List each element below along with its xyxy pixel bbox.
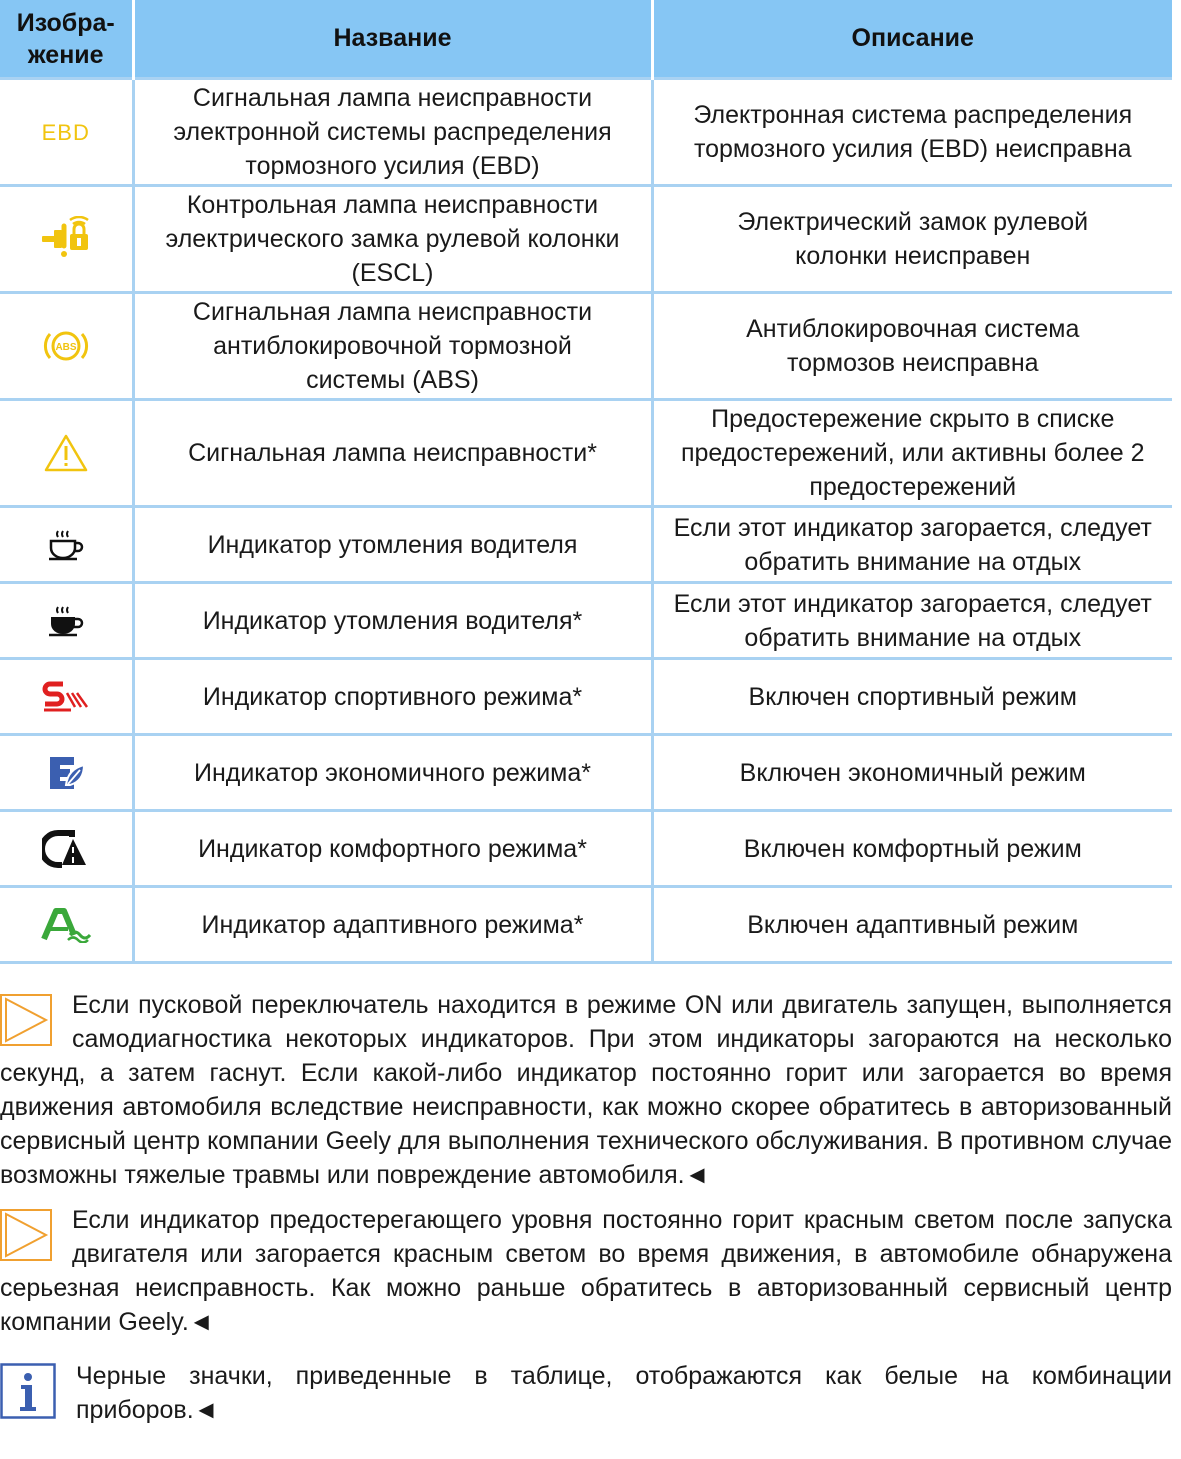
steering-lock-icon — [40, 216, 92, 262]
row-name: Индикатор комфортного режима* — [133, 811, 652, 887]
info-icon — [0, 1363, 56, 1419]
icon-cell — [0, 887, 133, 963]
note-text: Если пусковой переключатель находится в режиме ON или двигатель запущен, выполняется самодиагностика некоторых индикаторов. При этом индикаторы загораются на несколько секунд, а затем гаснут. Если какой-либо индикатор постоянно горит или загорается во время движения автомобиля вследствие неисправности, как можно скорее обратитесь в авторизованный сервисный центр компании Geely для выполнения технического обслуживания. В противном случае возможны тяжелые травмы или повреждение автомобиля.◄ — [0, 991, 1172, 1189]
caution-note — [0, 1203, 1172, 1339]
row-name: Сигнальная лампа неисправности электронной системы распределения тормозного усилия (EBD) — [133, 79, 652, 186]
row-name: Сигнальная лампа неисправности антиблокировочной тормозной системы (ABS) — [133, 293, 652, 400]
coffee-cup-filled-icon — [46, 604, 86, 638]
icon-cell — [0, 186, 133, 293]
adaptive-mode-icon — [40, 907, 92, 943]
row-description: Электронная система распределения тормозного усилия (EBD) неисправна — [652, 79, 1172, 186]
row-description: Включен спортивный режим — [652, 659, 1172, 735]
icon-cell — [0, 583, 133, 659]
row-description: Включен экономичный режим — [652, 735, 1172, 811]
table-row — [0, 507, 1172, 583]
abs-icon — [41, 326, 91, 366]
header-image: Изобра- жение — [0, 0, 133, 79]
row-name: Индикатор утомления водителя* — [133, 583, 652, 659]
caution-arrow-icon — [0, 994, 52, 1046]
icon-cell — [0, 735, 133, 811]
row-name: Сигнальная лампа неисправности* — [133, 400, 652, 507]
caution-note — [0, 988, 1172, 1192]
table-header-row — [0, 0, 1172, 79]
row-name: Индикатор экономичного режима* — [133, 735, 652, 811]
icon-cell — [0, 79, 133, 186]
row-name: Контрольная лампа неисправности электрического замка рулевой колонки (ESCL) — [133, 186, 652, 293]
note-text: Черные значки, приведенные в таблице, отображаются как белые на комбинации приборов.◄ — [76, 1362, 1172, 1424]
table-row — [0, 887, 1172, 963]
table-row — [0, 583, 1172, 659]
table-row — [0, 293, 1172, 400]
row-description: Электрический замок рулевой колонки неисправен — [652, 186, 1172, 293]
note-text: Если индикатор предостерегающего уровня постоянно горит красным светом после запуска двигателя или загорается красным светом во время движения, в автомобиле обнаружена серьезная неисправность. Как можно раньше обратитесь в авторизованный сервисный центр компании Geely.◄ — [0, 1206, 1172, 1336]
caution-arrow-icon — [0, 1209, 52, 1261]
row-description: Если этот индикатор загорается, следует обратить внимание на отдых — [652, 583, 1172, 659]
eco-mode-icon — [44, 753, 88, 793]
info-note — [0, 1359, 1172, 1427]
row-name: Индикатор адаптивного режима* — [133, 887, 652, 963]
row-description: Включен комфортный режим — [652, 811, 1172, 887]
header-description: Описание — [652, 0, 1172, 79]
row-description: Если этот индикатор загорается, следует обратить внимание на отдых — [652, 507, 1172, 583]
ebd-warning-icon: EBD — [41, 119, 90, 145]
icon-cell — [0, 507, 133, 583]
abs-icon-text: ABS — [55, 342, 77, 353]
row-description: Включен адаптивный режим — [652, 887, 1172, 963]
comfort-mode-icon — [42, 829, 90, 869]
icon-cell — [0, 400, 133, 507]
notes-section — [0, 988, 1172, 1438]
table-row — [0, 186, 1172, 293]
table-row — [0, 400, 1172, 507]
table-row — [0, 659, 1172, 735]
coffee-cup-outline-icon — [46, 528, 86, 562]
row-description: Предостережение скрыто в списке предостережений, или активны более 2 предостережений — [652, 400, 1172, 507]
row-name: Индикатор спортивного режима* — [133, 659, 652, 735]
icon-cell — [0, 293, 133, 400]
warning-triangle-icon — [43, 433, 89, 473]
row-description: Антиблокировочная система тормозов неисправна — [652, 293, 1172, 400]
icon-cell — [0, 659, 133, 735]
row-name: Индикатор утомления водителя — [133, 507, 652, 583]
table-row — [0, 811, 1172, 887]
table-row — [0, 735, 1172, 811]
table-row — [0, 79, 1172, 186]
header-name: Название — [133, 0, 652, 79]
icon-cell — [0, 811, 133, 887]
sport-mode-icon — [41, 679, 91, 715]
